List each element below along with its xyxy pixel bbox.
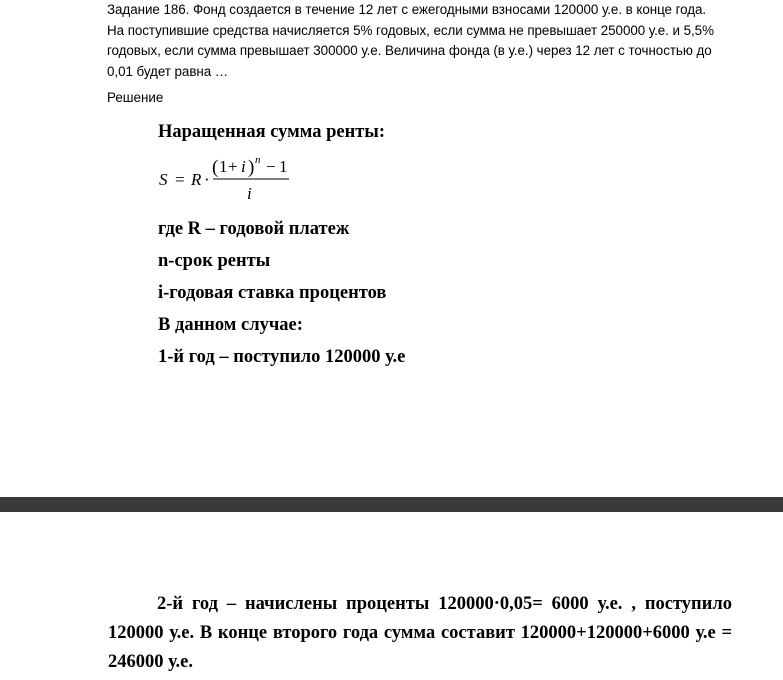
formula-r: R xyxy=(191,170,202,189)
formula-lhs: S xyxy=(159,170,168,189)
formula-denominator: i xyxy=(247,184,252,203)
solution-label: Решение xyxy=(107,90,164,105)
year-2-paragraph: 2-й год – начислены проценты 120000·0,05= 6000 у.е. , поступило 120000 у.е. В конце второго года сумма составит 120000+120000+6000 у.е = 246000 у.е. xyxy=(108,594,732,672)
task-line: годовых, если сумма превышает 300000 у.е. Величина фонда (в у.е.) через 12 лет с точностью до xyxy=(107,43,712,59)
formula-one: 1 xyxy=(219,157,228,176)
page-break-gap xyxy=(0,512,783,516)
formula-minus: − xyxy=(266,157,276,176)
formula-close-paren: ) xyxy=(248,157,255,178)
year-1-line: 1-й год – поступило 120000 у.е xyxy=(158,347,406,367)
definition-i: i-годовая ставка процентов xyxy=(158,283,387,303)
formula-dot: · xyxy=(204,170,210,189)
formula-eq: = xyxy=(175,170,185,189)
formula-plus: + xyxy=(228,157,238,176)
formula-one-2: 1 xyxy=(279,157,288,176)
case-label: В данном случае: xyxy=(158,315,303,335)
definition-r: где R – годовой платеж xyxy=(158,219,350,239)
formula-i: i xyxy=(241,157,246,176)
task-line: Задание 186. Фонд создается в течение 12 лет с ежегодными взносами 120000 у.е. в конце года. xyxy=(107,2,707,17)
task-text xyxy=(107,0,747,82)
heading: Наращенная сумма ренты: xyxy=(158,122,385,142)
page-break xyxy=(0,497,783,512)
task-line: На поступившие средства начисляется 5% годовых, если сумма не превышает 250000 у.е. и 5,5% xyxy=(107,22,714,38)
formula-open-paren: ( xyxy=(212,157,219,178)
annuity-formula xyxy=(155,150,305,210)
formula-exponent: n xyxy=(255,154,261,166)
definition-n: n-срок ренты xyxy=(158,251,271,271)
task-line: 0,01 будет равна … xyxy=(107,63,229,79)
